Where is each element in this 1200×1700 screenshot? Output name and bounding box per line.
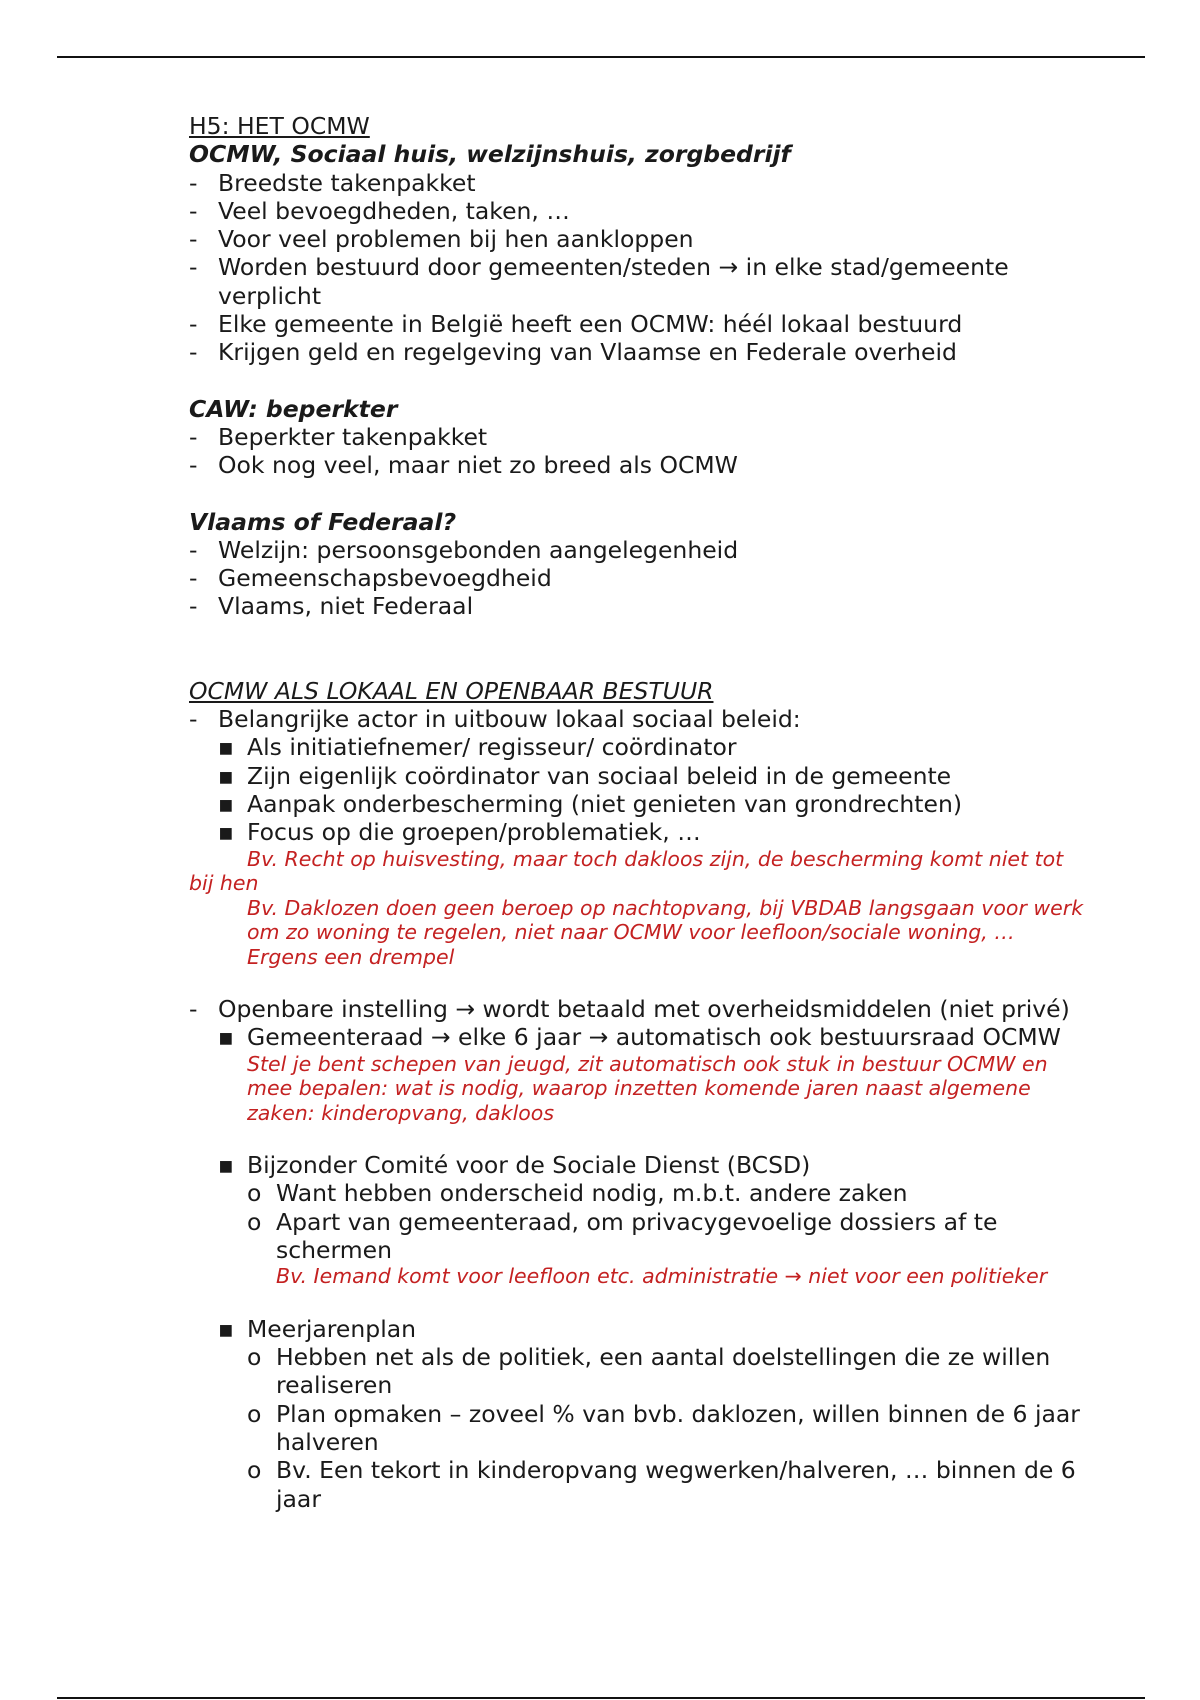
- list-item: - Elke gemeente in België heeft een OCMW: héél lokaal bestuurd: [189, 310, 963, 339]
- sub-list-item: ▪ Focus op die groepen/problematiek, …: [218, 818, 701, 847]
- list-item: - Belangrijke actor in uitbouw lokaal sociaal beleid:: [189, 705, 801, 734]
- sub-list-item: ▪ Aanpak onderbescherming (niet genieten van grondrechten): [218, 789, 963, 818]
- section-heading-ocmw: OCMW, Sociaal huis, welzijnshuis, zorgbedrijf: [189, 140, 791, 169]
- list-item: - Welzijn: persoonsgebonden aangelegenheid: [189, 535, 739, 564]
- list-item: - Vlaams, niet Federaal: [189, 592, 474, 621]
- sub-sub-list-item: o Apart van gemeenteraad, om privacygevoelige dossiers af te schermen: [247, 1207, 998, 1265]
- list-item: - Krijgen geld en regelgeving van Vlaamse en Federale overheid: [189, 338, 957, 367]
- sub-list-item: ▪ Bijzonder Comité voor de Sociale Dienst (BCSD): [218, 1151, 811, 1180]
- section-heading-vlaams: Vlaams of Federaal?: [189, 507, 457, 536]
- page-bottom-rule: [57, 1697, 1145, 1699]
- section-heading-caw: CAW: beperkter: [189, 394, 398, 423]
- sub-sub-list-item: o Plan opmaken – zoveel % van bvb. daklozen, willen binnen de 6 jaar halveren: [247, 1399, 1080, 1456]
- chapter-title: H5: HET OCMW: [189, 112, 370, 140]
- section-heading-lokaal-bestuur: OCMW ALS LOKAAL EN OPENBAAR BESTUUR: [189, 676, 714, 705]
- list-item: - Beperkter takenpakket: [189, 422, 488, 451]
- sub-sub-list-item: o Hebben net als de politiek, een aantal doelstellingen die ze willen realiseren: [247, 1343, 1051, 1400]
- example-note: Stel je bent schepen van jeugd, zit automatisch ook stuk in bestuur OCMW en mee bepalen: wat is nodig, waarop inzetten komende jaren naast algemene zaken: kinderopvang, dakloos: [247, 1051, 1048, 1125]
- list-item: - Voor veel problemen bij hen aankloppen: [189, 225, 694, 254]
- page-top-rule: [57, 56, 1145, 58]
- list-item: - Ook nog veel, maar niet zo breed als OCMW: [189, 451, 738, 480]
- sub-list-item: ▪ Zijn eigenlijk coördinator van sociaal beleid in de gemeente: [218, 761, 952, 790]
- list-item: - Openbare instelling → wordt betaald met overheidsmiddelen (niet privé): [189, 995, 1070, 1024]
- sub-list-item: ▪ Gemeenteraad → elke 6 jaar → automatisch ook bestuursraad OCMW: [218, 1023, 1061, 1052]
- example-note: Bv. Daklozen doen geen beroep op nachtopvang, bij VBDAB langsgaan voor werk om zo woning te regelen, niet naar OCMW voor leefloon/sociale woning, … Ergens een drempel: [247, 895, 1084, 969]
- list-item: - Gemeenschapsbevoegdheid: [189, 564, 552, 593]
- list-item: - Veel bevoegdheden, taken, …: [189, 196, 570, 225]
- sub-sub-list-item: o Want hebben onderscheid nodig, m.b.t. andere zaken: [247, 1179, 908, 1208]
- document-body: [189, 112, 1089, 1513]
- list-item: - Breedste takenpakket: [189, 168, 476, 197]
- sub-sub-list-item: o Bv. Een tekort in kinderopvang wegwerken/halveren, … binnen de 6 jaar: [247, 1456, 1076, 1513]
- sub-list-item: ▪ Meerjarenplan: [218, 1314, 417, 1343]
- example-note: Bv. Recht op huisvesting, maar toch dakloos zijn, de bescherming komt niet tot bij hen: [189, 846, 1064, 896]
- list-item: - Worden bestuurd door gemeenten/steden → in elke stad/gemeente verplicht: [189, 253, 1009, 310]
- example-note: Bv. Iemand komt voor leefloon etc. administratie → niet voor een politieker: [276, 1264, 1048, 1289]
- sub-list-item: ▪ Als initiatiefnemer/ regisseur/ coördinator: [218, 733, 737, 762]
